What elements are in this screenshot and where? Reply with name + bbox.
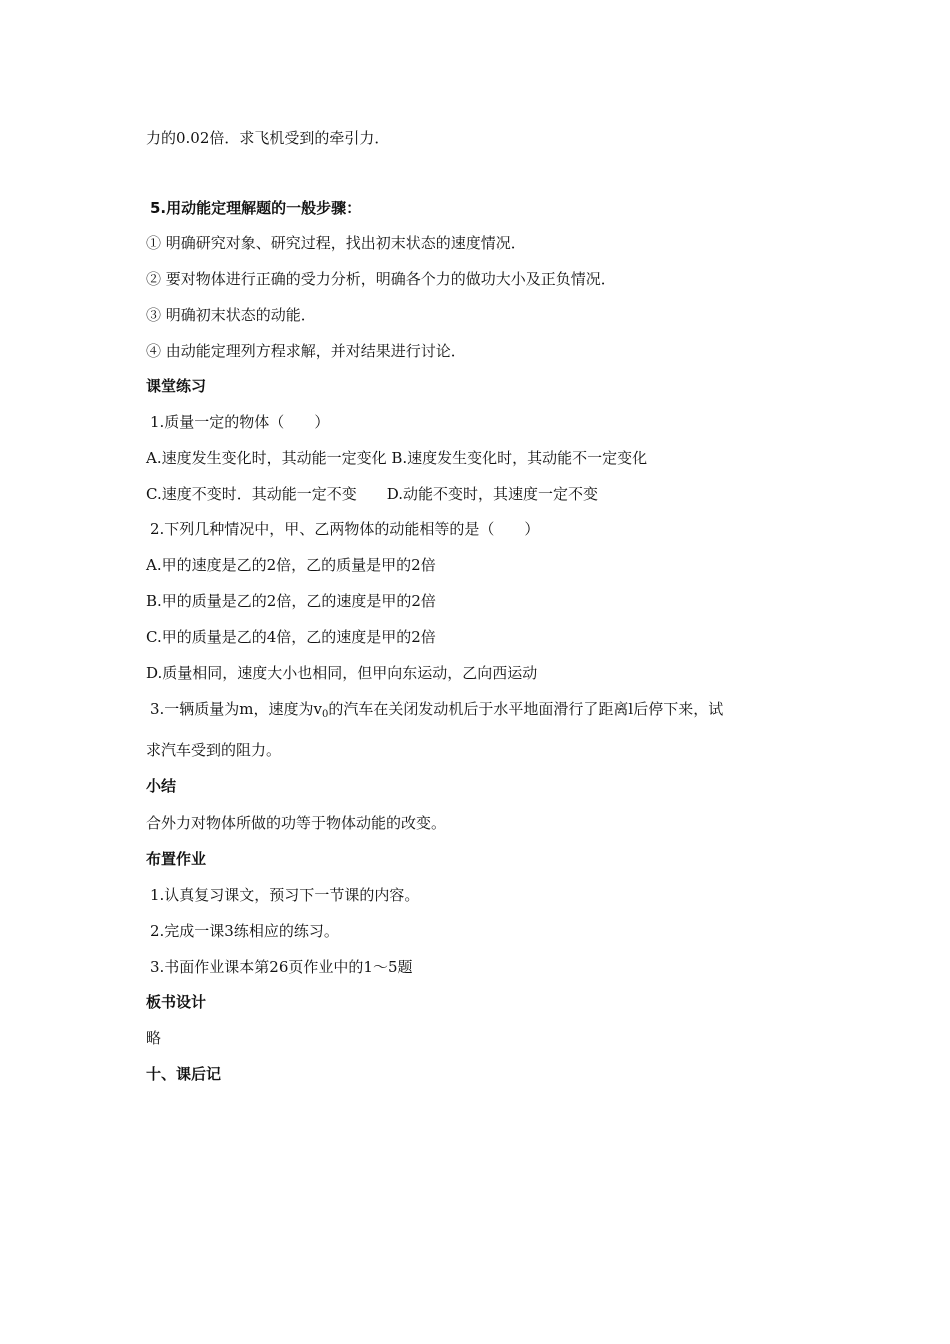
section-heading-steps: 5.用动能定理解题的一般步骤：: [150, 199, 362, 217]
section-heading-summary: 小结: [146, 777, 177, 795]
question-3-part1: 3.一辆质量为m，速度为v: [150, 700, 323, 718]
section-heading-board: 板书设计: [146, 993, 207, 1011]
text-line: 求汽车受到的阻力。: [146, 741, 282, 759]
section-heading-practice: 课堂练习: [146, 377, 207, 395]
question-2: 2.下列几种情况中，甲、乙两物体的动能相等的是（ ）: [150, 520, 540, 538]
question-3: [150, 699, 723, 725]
option-line: B.甲的质量是乙的2倍，乙的速度是甲的2倍: [146, 592, 436, 610]
text-line: 合外力对物体所做的功等于物体动能的改变。: [146, 814, 447, 832]
section-heading-homework: 布置作业: [146, 850, 207, 868]
homework-item: 2.完成一课3练相应的练习。: [150, 922, 339, 940]
option-line: A.甲的速度是乙的2倍，乙的质量是甲的2倍: [146, 556, 436, 574]
text-line: ② 要对物体进行正确的受力分析，明确各个力的做功大小及正负情况．: [146, 270, 616, 288]
homework-item: 1.认真复习课文，预习下一节课的内容。: [150, 886, 420, 904]
subscript-zero: 0: [322, 709, 329, 720]
text-line: 略: [146, 1029, 162, 1047]
section-heading-notes: 十、课后记: [146, 1065, 222, 1083]
option-line: A.速度发生变化时，其动能一定变化 B.速度发生变化时，其动能不一定变化: [146, 449, 648, 467]
question-1: 1.质量一定的物体（ ）: [150, 413, 330, 431]
text-line: ③ 明确初末状态的动能．: [146, 306, 316, 324]
text-line: ④ 由动能定理列方程求解，并对结果进行讨论．: [146, 342, 466, 360]
option-line: D.质量相同，速度大小也相同，但甲向东运动，乙向西运动: [146, 664, 538, 682]
option-line: C.甲的质量是乙的4倍，乙的速度是甲的2倍: [146, 628, 436, 646]
text-line: ① 明确研究对象、研究过程，找出初末状态的速度情况．: [146, 234, 526, 252]
text-line: 力的0.02倍．求飞机受到的牵引力．: [146, 129, 390, 147]
option-line: C.速度不变时．其动能一定不变 D.动能不变时，其速度一定不变: [146, 485, 598, 503]
homework-item: 3.书面作业课本第26页作业中的1～5题: [150, 958, 413, 976]
question-3-part2: 的汽车在关闭发动机后于水平地面滑行了距离l后停下来，试: [328, 700, 724, 718]
